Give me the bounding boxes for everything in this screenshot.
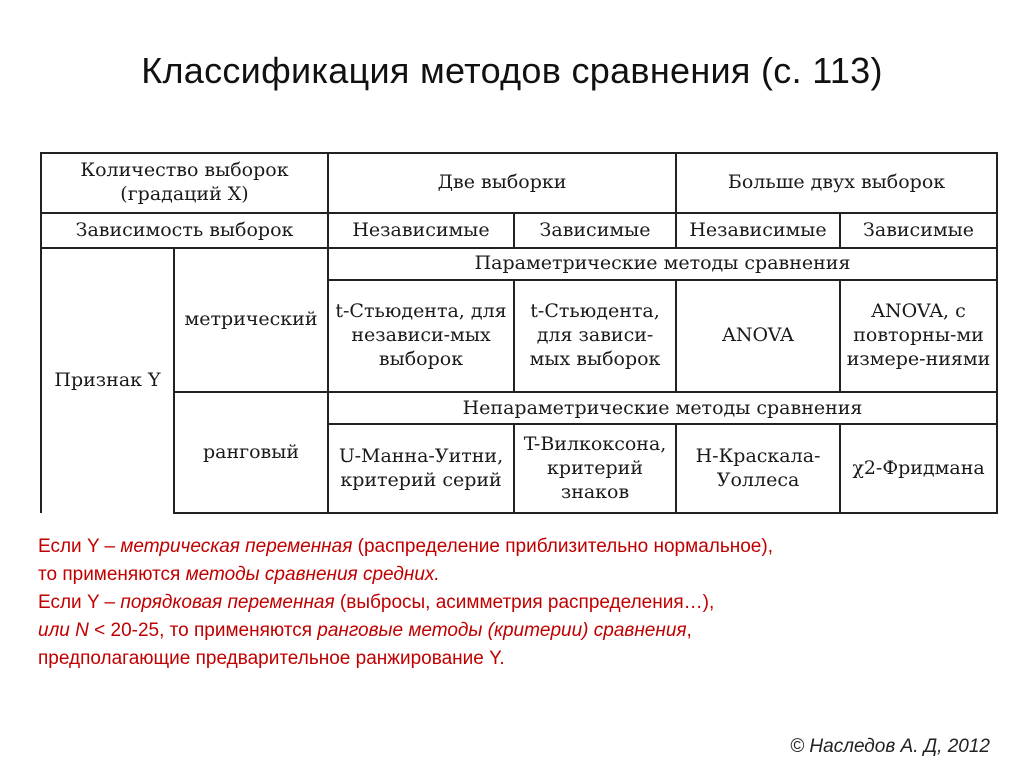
header-sample-dependence: Зависимость выборок (41, 213, 328, 247)
t-student-dependent-cell: t-Стьюдента, для зависи-мых выборок (514, 280, 676, 393)
header-many-independent: Независимые (676, 213, 840, 247)
anova-repeated-cell: ANOVA, с повторны-ми измере-ниями (840, 280, 997, 393)
slide-title: Классификация методов сравнения (с. 113) (141, 50, 883, 91)
header-two-dependent: Зависимые (514, 213, 676, 247)
note-line-5: предполагающие предварительное ранжирование Y. (38, 648, 505, 669)
nonparametric-section-title: Непараметрические методы сравнения (328, 392, 997, 424)
note-line-1: Если Y – метрическая переменная (распределение приблизительно нормальное), (38, 536, 773, 557)
friedman-cell: χ2-Фридмана (840, 424, 997, 513)
t-student-independent-cell: t-Стьюдента, для независи-мых выборок (328, 280, 514, 393)
note-line-4: или N < 20-25, то применяются ранговые методы (критерии) сравнения, (38, 620, 692, 641)
anova-cell: ANOVA (676, 280, 840, 393)
header-two-independent: Независимые (328, 213, 514, 247)
copyright: © Наследов А. Д, 2012 (790, 736, 990, 757)
header-many-dependent: Зависимые (840, 213, 997, 247)
header-row-sample-count (41, 153, 997, 213)
nonparametric-section-row (41, 392, 997, 424)
header-sample-count: Количество выборок (градаций X) (41, 153, 328, 213)
row-label-metric: метрический (174, 248, 328, 393)
comparison-methods-table (40, 152, 998, 514)
header-two-samples: Две выборки (328, 153, 676, 213)
header-row-dependence (41, 213, 997, 247)
row-label-rank: ранговый (174, 392, 328, 513)
wilcoxon-cell: T-Вилкоксона, критерий знаков (514, 424, 676, 513)
header-more-samples: Больше двух выборок (676, 153, 997, 213)
kruskal-wallis-cell: H-Краскала-Уоллеса (676, 424, 840, 513)
notes-block (38, 533, 988, 673)
note-line-3: Если Y – порядковая переменная (выбросы, асимметрия распределения…), (38, 592, 715, 613)
feature-y-label: Признак Y (41, 248, 174, 513)
parametric-section-title: Параметрические методы сравнения (328, 248, 997, 280)
mann-whitney-cell: U-Манна-Уитни, критерий серий (328, 424, 514, 513)
note-line-2: то применяются методы сравнения средних. (38, 564, 440, 585)
parametric-section-row (41, 248, 997, 280)
